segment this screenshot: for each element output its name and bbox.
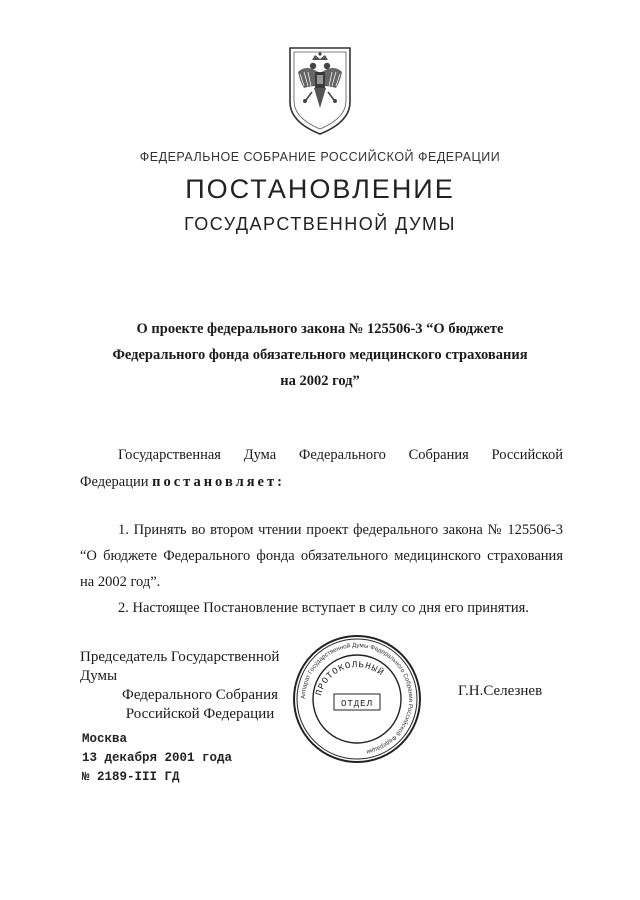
organization-name: ФЕДЕРАЛЬНОЕ СОБРАНИЕ РОССИЙСКОЙ ФЕДЕРАЦИИ bbox=[139, 150, 501, 164]
document-heading bbox=[80, 316, 560, 394]
preamble bbox=[80, 442, 563, 496]
signer-name: Г.Н.Селезнев bbox=[458, 683, 543, 699]
signature-line: Председатель Государственной Думы bbox=[80, 649, 280, 684]
decree-item bbox=[80, 595, 563, 621]
date: 13 декабря 2001 года bbox=[82, 751, 233, 765]
document-title: ПОСТАНОВЛЕНИЕ bbox=[185, 174, 455, 204]
decree-item-text: 2. Настоящее Постановление вступает в силу со дня его принятия. bbox=[118, 600, 529, 616]
document-subtitle: ГОСУДАРСТВЕННОЙ ДУМЫ bbox=[184, 214, 456, 234]
emblem-icon bbox=[284, 42, 356, 138]
decree-word: постановляет: bbox=[152, 474, 285, 490]
official-stamp bbox=[290, 632, 424, 766]
preamble-line: Государственная Дума Федерального Собрания Российской bbox=[118, 447, 563, 463]
signature-line: Федерального Собрания bbox=[121, 687, 279, 703]
heading-line: Федерального фонда обязательного медицинского страхования bbox=[112, 347, 528, 363]
signature-position bbox=[80, 648, 320, 724]
preamble-prefix: Федерации bbox=[80, 474, 149, 490]
heading-line: на 2002 год” bbox=[280, 373, 360, 389]
stamp-center-text: ОТДЕЛ bbox=[340, 699, 374, 709]
signature-line: Российской Федерации bbox=[125, 706, 275, 722]
heading-line: О проекте федерального закона № 125506-3 “О бюджете bbox=[136, 321, 504, 337]
place-and-date bbox=[82, 730, 232, 787]
city: Москва bbox=[82, 732, 128, 746]
document-number: № 2189-III ГД bbox=[82, 770, 180, 784]
stamp-ring-text: Аппарат Государственной Думы Федерального Собрания Российской Федерации bbox=[299, 641, 415, 756]
decree-item bbox=[80, 517, 563, 595]
preamble-line bbox=[80, 469, 563, 496]
decree-item-text: 1. Принять во втором чтении проект федерального закона № 125506-3 “О бюджете Федерального фонда обязательного медицинского страхования на 2002 год”. bbox=[80, 522, 563, 590]
stamp-inner-text: ПРОТОКОЛЬНЫЙ bbox=[314, 659, 386, 697]
